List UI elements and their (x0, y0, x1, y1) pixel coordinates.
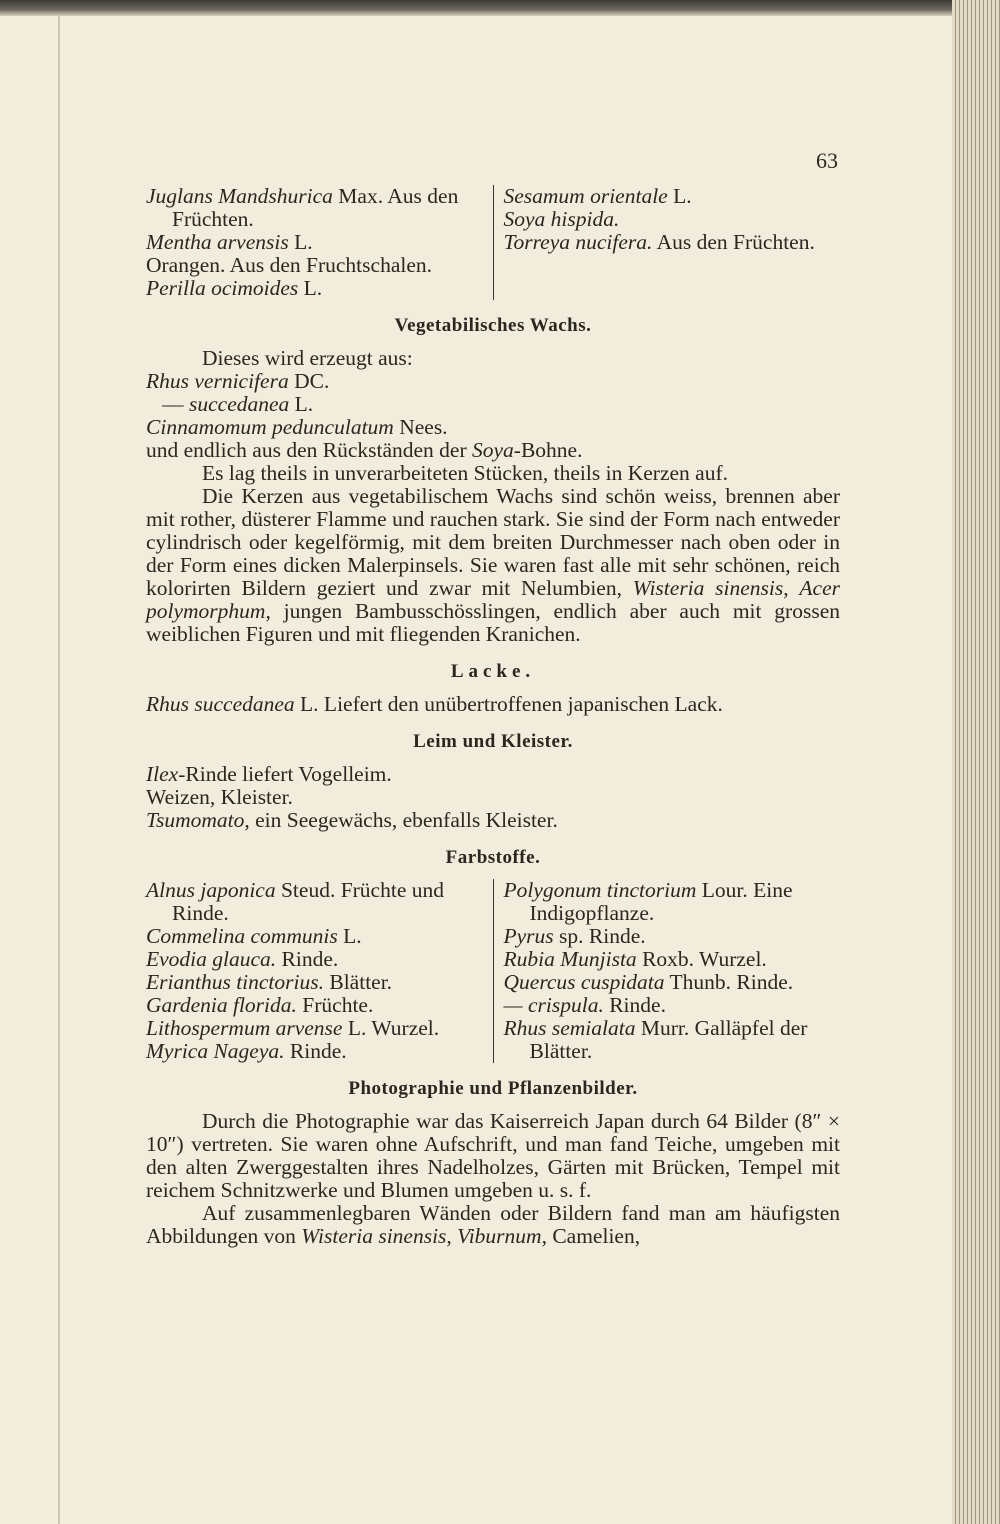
photo-paragraph-2: Auf zusammenlegbaren Wänden oder Bildern fand man am häufigsten Abbildungen von Wisteria sinensis, Viburnum, Camelien, (146, 1201, 840, 1248)
list-item: — crispula. Rinde. (503, 993, 666, 1017)
list-item: Rhus vernicifera DC. (146, 369, 330, 393)
list-item: Torreya nucifera. Aus den Früchten. (503, 230, 815, 254)
wachs-paragraph-2: Die Kerzen aus vegetabilischem Wachs sind schön weiss, brennen aber mit rother, düsterer Flamme und rauchen stark. Sie sind der Form nach entweder cylindrisch oder kegelförmig, mit dem breiten Durchmesser nach oben oder in der Form eines dicken Malerpinsels. Sie waren fast alle mit sehr schönen, reich kolorirten Bildern geziert und zwar mit Nelumbien, Wisteria sinensis, Acer polymorphum, jungen Bambusschösslingen, endlich aber auch mit grossen weiblichen Figuren und mit fliegenden Kranichen. (146, 484, 841, 646)
wachs-intro: Dieses wird erzeugt aus: (202, 346, 413, 370)
section-heading-leim: Leim und Kleister. (413, 731, 573, 752)
section-heading-wachs: Vegetabilisches Wachs. (394, 315, 592, 336)
list-item: Weizen, Kleister. (146, 785, 293, 809)
page-stack-edge (952, 0, 1000, 1524)
list-item: — succedanea L. (162, 392, 314, 416)
section-heading-lacke: Lacke. (450, 661, 536, 682)
list-item: Juglans Mandshurica Max. Aus den Früchten. (146, 184, 459, 231)
dye-list-right (493, 879, 841, 1063)
list-item: Myrica Nageya. Rinde. (146, 1039, 347, 1063)
page-top-edge (0, 0, 1000, 16)
list-item: Rubia Munjista Roxb. Wurzel. (503, 947, 767, 971)
list-item: Soya hispida. (503, 207, 620, 231)
oil-plant-list (146, 185, 840, 300)
oil-list-left (146, 185, 493, 300)
list-item: Ilex-Rinde liefert Vogelleim. (146, 762, 392, 786)
list-item: Cinnamomum pedunculatum Nees. (146, 415, 448, 439)
page-number: 63 (816, 148, 838, 173)
dye-list-left (146, 879, 493, 1063)
list-item: Sesamum orientale L. (503, 184, 692, 208)
oil-list-right (493, 185, 841, 300)
list-item: Orangen. Aus den Fruchtschalen. (146, 253, 432, 277)
section-heading-farbstoffe: Farbstoffe. (445, 847, 541, 868)
list-item: Mentha arvensis L. (146, 230, 313, 254)
list-item: Tsumomato, ein Seegewächs, ebenfalls Kleister. (146, 808, 558, 832)
list-item: Quercus cuspidata Thunb. Rinde. (503, 970, 794, 994)
section-heading-photographie: Photographie und Pflanzenbilder. (348, 1078, 638, 1099)
list-item: Gardenia florida. Früchte. (146, 993, 374, 1017)
list-item: Rhus semialata Murr. Galläpfel der Blätter. (503, 1016, 808, 1063)
list-item: Evodia glauca. Rinde. (146, 947, 339, 971)
list-item: Pyrus sp. Rinde. (503, 924, 646, 948)
list-item: Commelina communis L. (146, 924, 362, 948)
wachs-soya-line: und endlich aus den Rückständen der Soya-Bohne. (146, 438, 583, 462)
list-item: Polygonum tinctorium Lour. Eine Indigopflanze. (503, 878, 793, 925)
photo-paragraph-1: Durch die Photographie war das Kaiserreich Japan durch 64 Bilder (8″ × 10″) vertreten. Sie waren ohne Aufschrift, und man fand Teiche, umgeben mit den alten Zwerggestalten ihres Nadelholzes, Gärten mit Brücken, Tempel mit reichem Schnitzwerke und Blumen umgeben u. s. f. (146, 1109, 840, 1202)
page-gutter-line (58, 16, 60, 1524)
wachs-paragraph-1: Es lag theils in unverarbeiteten Stücken, theils in Kerzen auf. (202, 461, 728, 485)
list-item: Lithospermum arvense L. Wurzel. (146, 1016, 440, 1040)
list-item: Alnus japonica Steud. Früchte und Rinde. (146, 878, 444, 925)
page-content (146, 185, 840, 1248)
list-item: Perilla ocimoides L. (146, 276, 323, 300)
list-item: Erianthus tinctorius. Blätter. (146, 970, 393, 994)
lacke-line: Rhus succedanea L. Liefert den unübertroffenen japanischen Lack. (146, 692, 723, 716)
dye-plant-list (146, 879, 840, 1063)
